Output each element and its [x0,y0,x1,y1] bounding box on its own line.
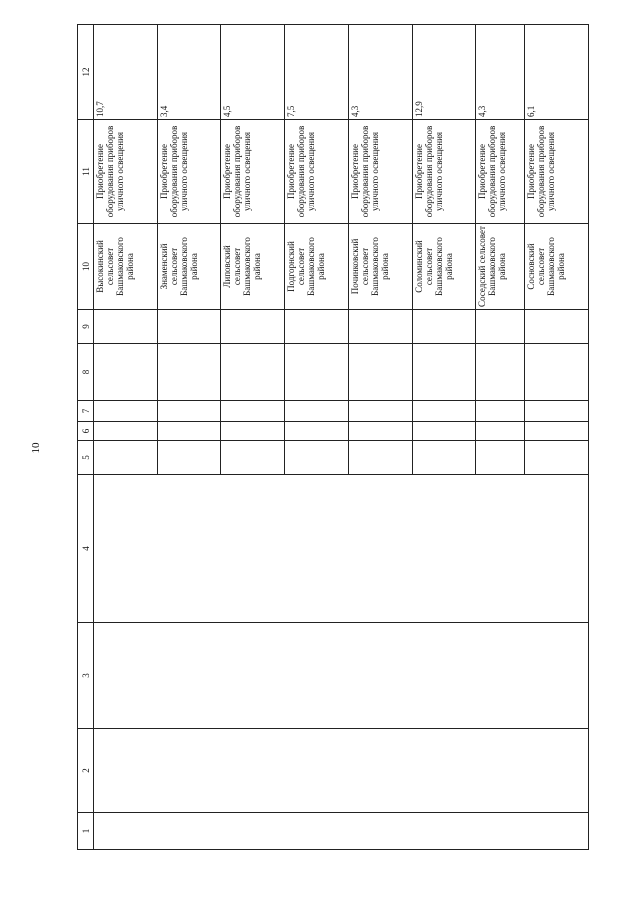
cell-col-5 [476,441,525,475]
municipality-cell: Подгорнский сельсовет Башмаковского района [285,224,349,310]
merged-cell-col-3 [94,623,589,729]
cell-col-8 [157,344,221,401]
header-col-5: 5 [78,441,94,475]
data-table [77,24,589,850]
cell-col-5 [412,441,476,475]
cell-col-9 [412,310,476,344]
amount-cell: 12,9 [412,25,476,120]
cell-col-9 [221,310,285,344]
merged-cell-col-2 [94,729,589,813]
cell-col-5 [94,441,158,475]
municipality-cell: Липовский сельсовет Башмаковского района [221,224,285,310]
cell-col-9 [94,310,158,344]
header-col-8: 8 [78,344,94,401]
rotated-table-frame [77,25,589,850]
cell-col-9 [525,310,589,344]
header-col-12: 12 [78,25,94,120]
cell-col-6 [285,422,349,441]
cell-col-7 [476,401,525,422]
header-col-6: 6 [78,422,94,441]
municipality-cell: Знаменский сельсовет Башмаковского района [157,224,221,310]
cell-col-5 [285,441,349,475]
cell-col-8 [285,344,349,401]
cell-col-8 [476,344,525,401]
municipality-cell: Соломинский сельсовет Башмаковского района [412,224,476,310]
merged-cell-col-1 [94,813,589,850]
cell-col-8 [348,344,412,401]
cell-col-5 [157,441,221,475]
cell-col-6 [348,422,412,441]
municipality-cell: Сосновский сельсовет Башмаковского района [525,224,589,310]
purpose-cell: Приобретение оборудования приборов уличного освещения [285,120,349,224]
purpose-cell: Приобретение оборудования приборов уличного освещения [221,120,285,224]
cell-col-6 [221,422,285,441]
amount-cell: 4,3 [348,25,412,120]
amount-cell: 6,1 [525,25,589,120]
cell-col-6 [476,422,525,441]
header-col-9: 9 [78,310,94,344]
purpose-cell: Приобретение оборудования приборов уличного освещения [476,120,525,224]
cell-col-8 [525,344,589,401]
header-col-11: 11 [78,120,94,224]
cell-col-8 [94,344,158,401]
purpose-cell: Приобретение оборудования приборов уличного освещения [525,120,589,224]
amount-cell: 10,7 [94,25,158,120]
cell-col-8 [221,344,285,401]
header-col-4: 4 [78,475,94,623]
header-col-1: 1 [78,813,94,850]
cell-col-6 [94,422,158,441]
purpose-cell: Приобретение оборудования приборов уличного освещения [157,120,221,224]
cell-col-7 [221,401,285,422]
header-row [78,25,94,850]
table-row [94,25,158,850]
cell-col-6 [157,422,221,441]
purpose-cell: Приобретение оборудования приборов уличного освещения [94,120,158,224]
cell-col-9 [348,310,412,344]
municipality-cell: Починковский сельсовет Башмаковского района [348,224,412,310]
header-col-3: 3 [78,623,94,729]
merged-cell-col-4 [94,475,589,623]
cell-col-7 [285,401,349,422]
header-col-7: 7 [78,401,94,422]
purpose-cell: Приобретение оборудования приборов уличного освещения [412,120,476,224]
purpose-cell: Приобретение оборудования приборов уличного освещения [348,120,412,224]
amount-cell: 4,5 [221,25,285,120]
cell-col-5 [221,441,285,475]
amount-cell: 3,4 [157,25,221,120]
cell-col-9 [285,310,349,344]
header-col-2: 2 [78,729,94,813]
cell-col-9 [157,310,221,344]
page-number: 10 [30,442,42,454]
cell-col-7 [348,401,412,422]
cell-col-6 [412,422,476,441]
municipality-cell: Соседский сельсовет Башмаковского района [476,224,525,310]
amount-cell: 4,3 [476,25,525,120]
cell-col-6 [525,422,589,441]
municipality-cell: Высокинский сельсовет Башмаковского района [94,224,158,310]
cell-col-7 [412,401,476,422]
cell-col-7 [94,401,158,422]
rotated-table-content [77,25,589,850]
amount-cell: 7,5 [285,25,349,120]
cell-col-8 [412,344,476,401]
cell-col-5 [348,441,412,475]
cell-col-7 [525,401,589,422]
cell-col-5 [525,441,589,475]
header-col-10: 10 [78,224,94,310]
cell-col-7 [157,401,221,422]
cell-col-9 [476,310,525,344]
